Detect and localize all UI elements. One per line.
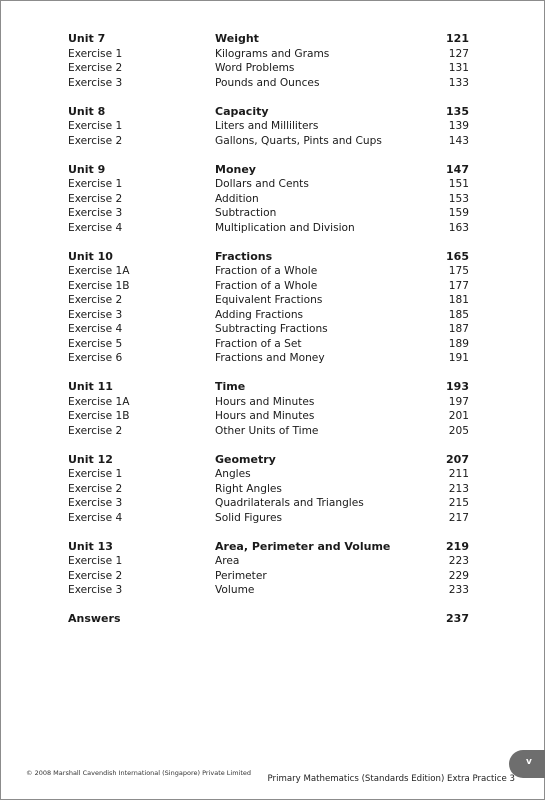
exercise-title: Equivalent Fractions (215, 294, 323, 306)
exercise-label: Exercise 3 (68, 76, 123, 89)
exercise-title: Gallons, Quarts, Pints and Cups (215, 134, 382, 147)
toc-exercise-row[interactable] (0, 583, 545, 598)
unit-page: 219 (446, 539, 469, 553)
exercise-title: Liters and Milliliters (215, 120, 319, 132)
exercise-title: Dollars and Cents (215, 178, 309, 190)
exercise-title: Subtraction (215, 207, 277, 219)
unit-page: 237 (446, 612, 469, 625)
exercise-title: Pounds and Ounces (215, 76, 320, 89)
toc-exercise-row[interactable] (0, 134, 545, 149)
exercise-title: Word Problems (215, 62, 295, 74)
exercise-page: 159 (448, 207, 469, 219)
toc-unit-group (0, 250, 545, 366)
unit-label: Unit 8 (68, 104, 106, 118)
exercise-page: 233 (448, 584, 469, 596)
exercise-label: Exercise 1A (68, 395, 130, 408)
unit-label: Unit 7 (68, 32, 106, 45)
exercise-label: Exercise 1 (68, 468, 123, 480)
exercise-label: Exercise 2 (68, 62, 123, 74)
exercise-page: 189 (448, 337, 469, 350)
exercise-title: Angles (215, 468, 251, 480)
unit-page: 193 (446, 380, 469, 393)
exercise-page: 213 (448, 482, 469, 495)
unit-page: 135 (446, 104, 469, 118)
exercise-page: 151 (448, 178, 469, 190)
exercise-label: Exercise 1 (68, 555, 123, 567)
exercise-page: 215 (448, 497, 469, 509)
toc-exercise-row[interactable] (0, 554, 545, 569)
toc-unit-group (0, 612, 545, 627)
toc-unit-row[interactable] (0, 163, 545, 178)
exercise-label: Exercise 4 (68, 221, 123, 234)
exercise-title: Multiplication and Division (215, 221, 355, 234)
exercise-label: Exercise 1B (68, 410, 130, 422)
exercise-label: Exercise 2 (68, 294, 123, 306)
toc-exercise-row[interactable] (0, 351, 545, 366)
exercise-title: Fraction of a Set (215, 337, 302, 350)
exercise-title: Hours and Minutes (215, 395, 315, 408)
toc-exercise-row[interactable] (0, 293, 545, 308)
unit-title: Weight (215, 32, 259, 45)
toc-exercise-row[interactable] (0, 569, 545, 584)
toc-exercise-row[interactable] (0, 177, 545, 192)
exercise-page: 133 (448, 76, 469, 89)
exercise-label: Exercise 2 (68, 134, 123, 147)
exercise-page: 217 (448, 511, 469, 524)
exercise-title: Area (215, 555, 240, 567)
toc-unit-group (0, 380, 545, 438)
exercise-label: Exercise 2 (68, 192, 123, 205)
toc-exercise-row[interactable] (0, 424, 545, 439)
copyright-notice: © 2008 Marshall Cavendish International (Singapore) Private Limited (26, 769, 252, 777)
unit-label: Unit 11 (68, 380, 113, 393)
toc-exercise-row[interactable] (0, 322, 545, 337)
book-title-footer: Primary Mathematics (Standards Edition) Extra Practice 3 (267, 774, 515, 784)
exercise-page: 139 (448, 120, 469, 132)
toc-unit-group (0, 105, 545, 149)
toc-exercise-row[interactable] (0, 221, 545, 236)
toc-exercise-row[interactable] (0, 279, 545, 294)
unit-title: Area, Perimeter and Volume (215, 539, 391, 553)
exercise-title: Fraction of a Whole (215, 265, 318, 277)
page-number-tab (509, 750, 545, 778)
exercise-label: Exercise 2 (68, 424, 123, 437)
exercise-label: Exercise 3 (68, 207, 123, 219)
unit-title: Geometry (215, 452, 276, 466)
toc-unit-group (0, 453, 545, 526)
exercise-page: 187 (448, 323, 469, 335)
table-of-contents (0, 32, 545, 641)
toc-unit-row[interactable] (0, 105, 545, 120)
unit-label: Unit 10 (68, 249, 113, 263)
exercise-title: Other Units of Time (215, 424, 319, 437)
unit-label: Unit 9 (68, 162, 106, 176)
page-number: v (526, 757, 532, 767)
toc-exercise-row[interactable] (0, 467, 545, 482)
exercise-title: Fractions and Money (215, 352, 325, 364)
exercise-title: Volume (215, 584, 255, 596)
unit-title: Fractions (215, 249, 273, 263)
exercise-page: 229 (448, 569, 469, 582)
toc-unit-row[interactable] (0, 250, 545, 265)
toc-unit-group (0, 540, 545, 598)
unit-page: 121 (446, 32, 469, 45)
toc-exercise-row[interactable] (0, 308, 545, 323)
unit-title: Time (215, 380, 246, 393)
toc-exercise-row[interactable] (0, 511, 545, 526)
toc-exercise-row[interactable] (0, 206, 545, 221)
exercise-page: 175 (448, 265, 469, 277)
toc-exercise-row[interactable] (0, 76, 545, 91)
exercise-title: Adding Fractions (215, 308, 304, 321)
exercise-label: Exercise 3 (68, 584, 123, 596)
unit-label: Answers (68, 612, 121, 625)
exercise-title: Quadrilaterals and Triangles (215, 497, 364, 509)
toc-unit-row[interactable] (0, 540, 545, 555)
exercise-page: 205 (448, 424, 469, 437)
exercise-label: Exercise 1 (68, 120, 123, 132)
exercise-label: Exercise 1A (68, 265, 130, 277)
toc-exercise-row[interactable] (0, 482, 545, 497)
exercise-label: Exercise 4 (68, 323, 123, 335)
exercise-title: Right Angles (215, 482, 282, 495)
exercise-page: 181 (448, 294, 469, 306)
exercise-label: Exercise 3 (68, 308, 123, 321)
exercise-label: Exercise 5 (68, 337, 123, 350)
exercise-label: Exercise 1 (68, 47, 123, 60)
unit-page: 165 (446, 249, 469, 263)
exercise-page: 127 (448, 47, 469, 60)
toc-exercise-row[interactable] (0, 337, 545, 352)
exercise-page: 201 (448, 410, 469, 422)
exercise-label: Exercise 4 (68, 511, 123, 524)
toc-exercise-row[interactable] (0, 496, 545, 511)
toc-unit-group (0, 32, 545, 90)
exercise-label: Exercise 1B (68, 279, 130, 292)
exercise-title: Solid Figures (215, 511, 283, 524)
exercise-title: Hours and Minutes (215, 410, 315, 422)
exercise-label: Exercise 1 (68, 178, 123, 190)
toc-unit-row[interactable] (0, 612, 545, 627)
exercise-title: Perimeter (215, 569, 267, 582)
unit-label: Unit 13 (68, 539, 113, 553)
toc-unit-row[interactable] (0, 453, 545, 468)
toc-exercise-row[interactable] (0, 119, 545, 134)
unit-page: 207 (446, 452, 469, 466)
toc-unit-row[interactable] (0, 32, 545, 47)
exercise-title: Addition (215, 192, 259, 205)
toc-exercise-row[interactable] (0, 409, 545, 424)
exercise-label: Exercise 2 (68, 569, 123, 582)
exercise-page: 223 (448, 555, 469, 567)
exercise-page: 211 (448, 468, 469, 480)
unit-label: Unit 12 (68, 452, 113, 466)
exercise-title: Subtracting Fractions (215, 323, 328, 335)
exercise-page: 153 (448, 192, 469, 205)
exercise-page: 197 (448, 395, 469, 408)
exercise-page: 177 (448, 279, 469, 292)
unit-title: Capacity (215, 104, 269, 118)
exercise-page: 143 (448, 134, 469, 147)
exercise-title: Kilograms and Grams (215, 47, 330, 60)
toc-exercise-row[interactable] (0, 192, 545, 207)
toc-unit-row[interactable] (0, 380, 545, 395)
toc-exercise-row[interactable] (0, 47, 545, 62)
exercise-page: 191 (448, 352, 469, 364)
toc-exercise-row[interactable] (0, 61, 545, 76)
exercise-label: Exercise 3 (68, 497, 123, 509)
toc-exercise-row[interactable] (0, 395, 545, 410)
toc-exercise-row[interactable] (0, 264, 545, 279)
exercise-page: 185 (448, 308, 469, 321)
toc-unit-group (0, 163, 545, 236)
exercise-title: Fraction of a Whole (215, 279, 318, 292)
unit-title: Money (215, 162, 256, 176)
exercise-page: 163 (448, 221, 469, 234)
unit-page: 147 (446, 162, 469, 176)
exercise-label: Exercise 2 (68, 482, 123, 495)
exercise-page: 131 (448, 62, 469, 74)
exercise-label: Exercise 6 (68, 352, 123, 364)
